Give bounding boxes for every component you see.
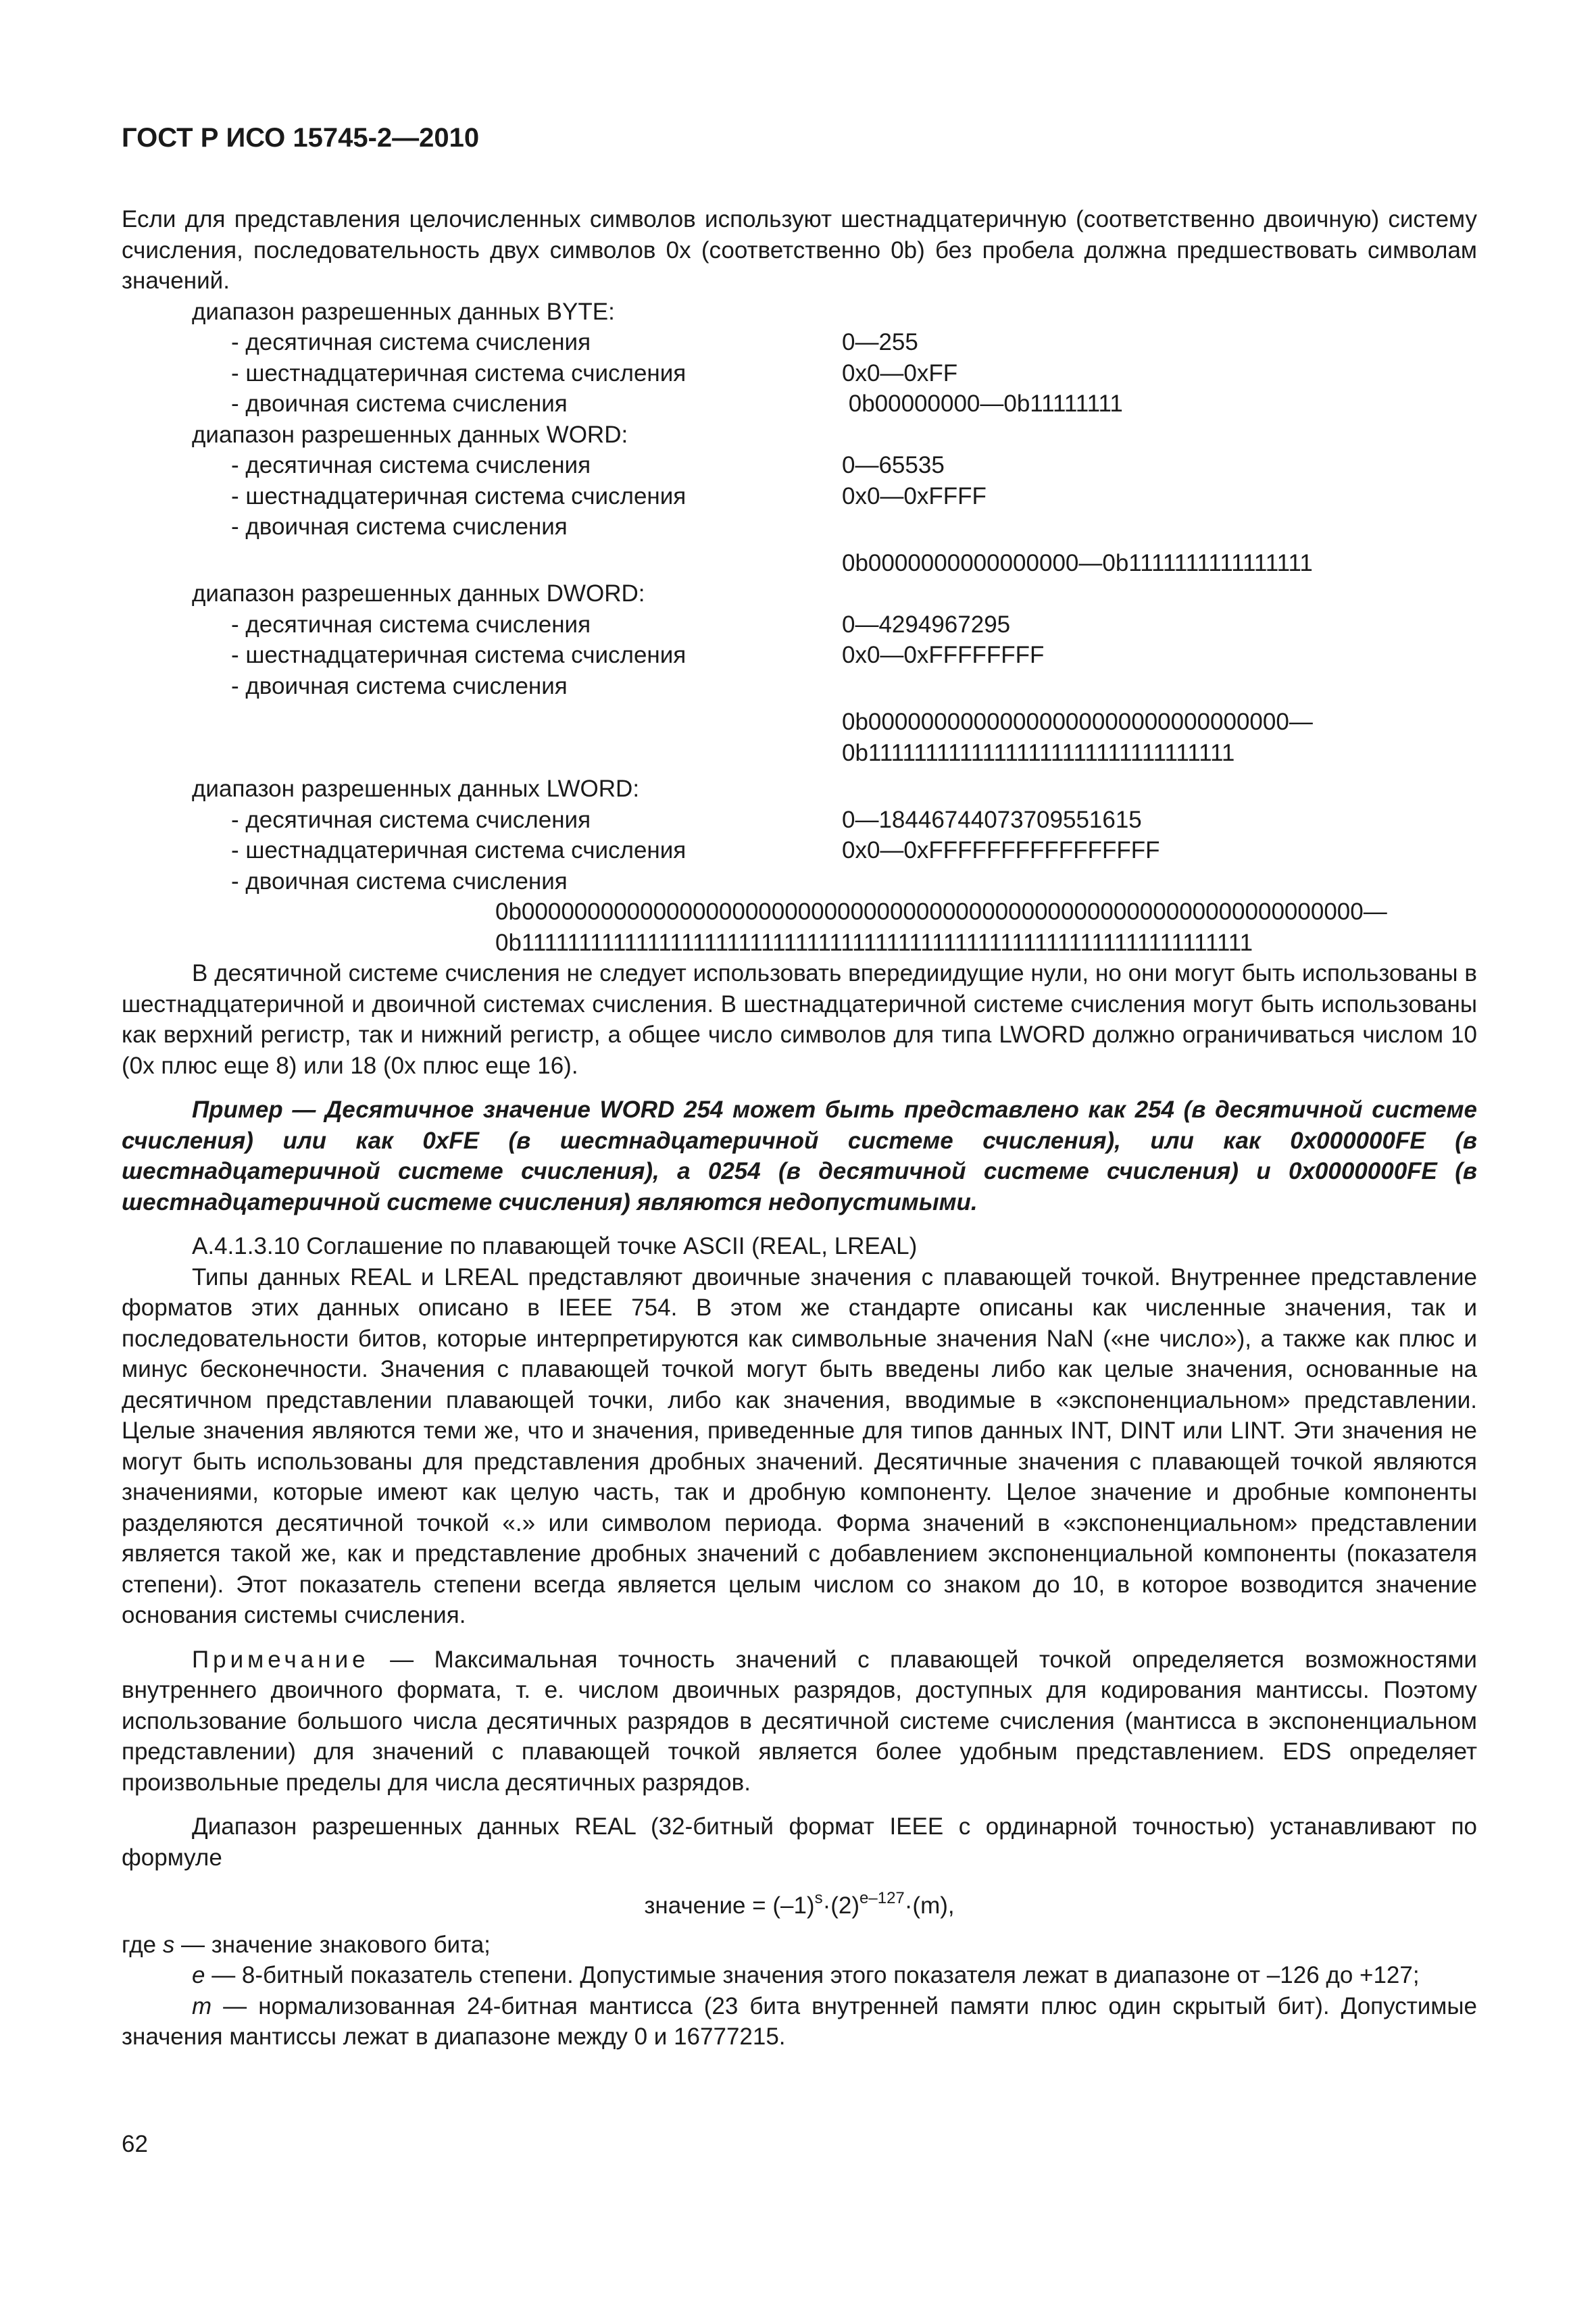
real-range-paragraph: Диапазон разрешенных данных REAL (32-битный формат IEEE с ординарной точностью) устанавливают по формуле: [122, 1813, 1477, 1871]
lword-dec-label: - десятичная система счисления: [231, 806, 591, 833]
where-e: [122, 1960, 1477, 1991]
word-dec-value: 0—65535: [842, 452, 945, 478]
byte-range-title: диапазон разрешенных данных BYTE:: [192, 298, 615, 325]
lword-hex-row: [122, 835, 1477, 866]
dword-dec-label: - десятичная система счисления: [231, 611, 591, 638]
where-m-symbol: m: [192, 1992, 212, 2019]
lword-range-title: диапазон разрешенных данных LWORD:: [192, 776, 640, 802]
where-m-description: — нормализованная 24-битная мантисса (23 бита внутренней памяти плюс один скрытый бит). Допустимые значения мантиссы лежат в диапазоне между 0 и 16777215.: [122, 1992, 1477, 2050]
lword-bin-value-1: 0b0000000000000000000000000000000000000000000000000000000000000000—: [495, 899, 1387, 925]
real-formula: [122, 1890, 1477, 1921]
byte-bin-label: - двоичная система счисления: [231, 391, 568, 417]
dword-dec-value: 0—4294967295: [842, 611, 1011, 638]
word-dec-row: [122, 450, 1477, 481]
formula-sup-s: s: [814, 1889, 823, 1908]
byte-bin-value: 0b00000000—0b11111111: [842, 391, 1123, 417]
formula-rhs: ·(m),: [904, 1892, 955, 1919]
dword-bin-label: - двоичная система счисления: [231, 672, 568, 699]
dword-hex-label: - шестнадцатеричная система счисления: [231, 642, 687, 668]
word-hex-value: 0x0—0xFFFF: [842, 482, 987, 509]
word-bin-row: [122, 511, 1477, 543]
lword-bin-row: [122, 866, 1477, 897]
page-content: [122, 204, 1477, 2053]
where-e-symbol: e: [192, 1962, 205, 1988]
lword-hex-value: 0x0—0xFFFFFFFFFFFFFFFF: [842, 837, 1160, 863]
where-m: [122, 1991, 1477, 2053]
word-bin-label: - двоичная система счисления: [231, 513, 568, 540]
lword-hex-label: - шестнадцатеричная система счисления: [231, 837, 687, 863]
leading-zeros-paragraph: В десятичной системе счисления не следует использовать впередиидущие нули, но они могут быть использованы в шестнадцатеричной и двоичной системах счисления. В шестнадцатеричной системе счисления могут быть использованы как верхний регистр, так и нижний регистр, а общее число символов для типа LWORD должно ограничиваться числом 10 (0x плюс еще 8) или 18 (0x плюс еще 16).: [122, 960, 1477, 1079]
dword-hex-row: [122, 640, 1477, 671]
section-heading: А.4.1.3.10 Соглашение по плавающей точке ASCII (REAL, LREAL): [192, 1233, 918, 1259]
document-header: ГОСТ Р ИСО 15745-2—2010: [122, 123, 480, 153]
note-paragraph: [122, 1644, 1477, 1799]
byte-dec-value: 0—255: [842, 329, 918, 355]
byte-hex-value: 0x0—0xFF: [842, 359, 958, 386]
example-paragraph: Пример — Десятичное значение WORD 254 может быть представлено как 254 (в десятичной системе счисления) или как 0xFE (в шестнадцатеричной системе счисления), или как 0x000000FE (в шестнадцатеричной системе счисления), а 0254 (в десятичной системе счисления) и 0x0000000FE (в шестнадцатеричной системе счисления) являются недопустимыми.: [122, 1097, 1477, 1215]
dword-range-title: диапазон разрешенных данных DWORD:: [192, 580, 645, 607]
where-e-description: — 8-битный показатель степени. Допустимые значения этого показателя лежат в диапазоне от –126 до +127;: [205, 1962, 1420, 1988]
dword-bin-row: [122, 671, 1477, 702]
word-bin-value: 0b0000000000000000—0b1111111111111111: [842, 549, 1313, 576]
where-s-symbol: s: [162, 1931, 175, 1958]
byte-dec-label: - десятичная система счисления: [231, 329, 591, 355]
where-s: [122, 1930, 1477, 1961]
word-dec-label: - десятичная система счисления: [231, 452, 591, 478]
dword-hex-value: 0x0—0xFFFFFFFF: [842, 642, 1045, 668]
where-prefix: где: [122, 1931, 163, 1958]
note-label: Примечание: [192, 1646, 370, 1673]
where-s-description: — значение знакового бита;: [174, 1931, 491, 1958]
byte-bin-row: [122, 388, 1477, 420]
formula-sup-exp: e–127: [859, 1889, 905, 1908]
byte-hex-label: - шестнадцатеричная система счисления: [231, 359, 687, 386]
word-hex-row: [122, 481, 1477, 512]
byte-dec-row: [122, 327, 1477, 358]
word-hex-label: - шестнадцатеричная система счисления: [231, 482, 687, 509]
page-number: 62: [122, 2131, 148, 2157]
formula-mid: ·(2): [822, 1892, 860, 1919]
lword-dec-row: [122, 805, 1477, 836]
word-range-title: диапазон разрешенных данных WORD:: [192, 421, 628, 448]
byte-hex-row: [122, 358, 1477, 389]
dword-bin-value-2: 0b11111111111111111111111111111111: [842, 739, 1235, 766]
lword-bin-label: - двоичная система счисления: [231, 867, 568, 895]
note-text: — Максимальная точность значений с плавающей точкой определяется возможностями внутреннего двоичного формата, т. е. числом двоичных разрядов, доступных для кодирования мантиссы. Поэтому использование большого числа десятичных разрядов в десятичной системе счисления (мантисса в экспоненциальном представлении) для значений с плавающей точкой является более удобным представлением. EDS определяет произвольные пределы для числа десятичных разрядов.: [122, 1646, 1477, 1796]
dword-dec-row: [122, 609, 1477, 640]
intro-paragraph: Если для представления целочисленных символов используют шестнадцатеричную (соответственно двоичную) систему счисления, последовательность двух символов 0x (соответственно 0b) без пробела должна предшествовать символам значений.: [122, 206, 1477, 294]
float-paragraph: Типы данных REAL и LREAL представляют двоичные значения с плавающей точкой. Внутреннее представление форматов этих данных описано в IEEE 754. В этом же стандарте описаны как численные значения, так и последовательности битов, которые интерпретируются как символьные значения NaN («не число»), а также как плюс и минус бесконечности. Значения с плавающей точкой могут быть введены либо как целые значения, основанные на десятичном представлении плавающей точки, либо как значения, вводимые в «экспоненциальном» представлении. Целые значения являются теми же, что и значения, приведенные для типов данных INT, DINT или LINT. Эти значения не могут быть использованы для представления дробных значений. Десятичные значения с плавающей точкой являются значениями, которые имеют как целую часть, так и дробную компоненту. Целое значение и дробные компоненты разделяются десятичной точкой «.» или символом периода. Форма значений в «экспоненциальном» представлении является такой же, как и представление дробных значений с добавлением экспоненциальной компоненты (показателя степени). Этот показатель степени всегда является целым числом со знаком до 10, в которое возводится значение основания системы счисления.: [122, 1263, 1477, 1628]
lword-dec-value: 0—18446744073709551615: [842, 806, 1142, 833]
dword-bin-value-1: 0b00000000000000000000000000000000—: [842, 709, 1313, 735]
formula-lhs: значение = (–1): [644, 1892, 815, 1919]
lword-bin-value-2: 0b1111111111111111111111111111111111111111111111111111111111111111: [495, 929, 1253, 956]
